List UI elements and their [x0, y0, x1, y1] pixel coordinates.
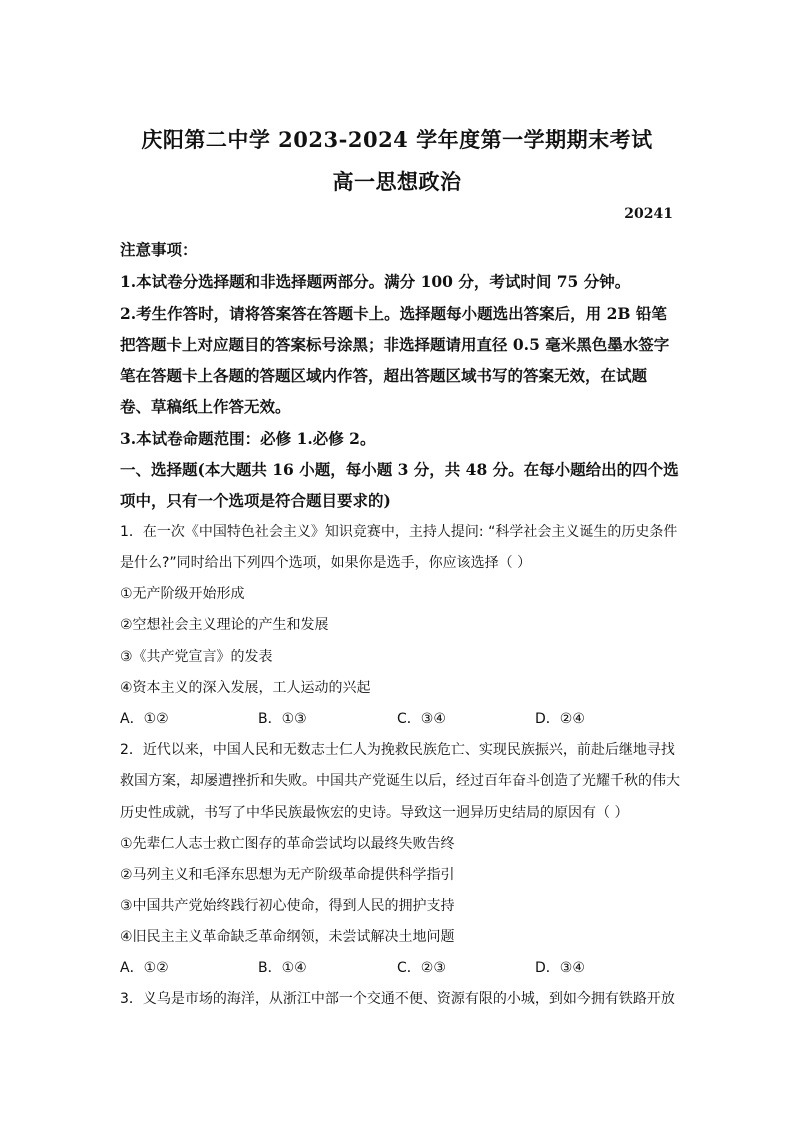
question-item: ③中国共产党始终践行初心使命，得到人民的拥护支持 — [120, 898, 455, 914]
notice-line: 3.本试卷命题范围：必修 1.必修 2。 — [120, 429, 376, 448]
choice-a: A．①② — [120, 711, 169, 727]
notice-line: 2.考生作答时，请将答案答在答题卡上。选择题每小题选出答案后，用 2B 铅笔 — [120, 304, 667, 323]
question-stem: 救国方案，却屡遭挫折和失败。中国共产党诞生以后，经过百年奋斗创造了光耀千秋的伟大 — [120, 773, 680, 789]
question-item: ③《共产党宣言》的发表 — [120, 649, 273, 665]
exam-code: 20241 — [624, 206, 673, 222]
notice-heading: 注意事项： — [120, 240, 198, 259]
question-stem: 3．义乌是市场的海洋，从浙江中部一个交通不便、资源有限的小城，到如今拥有铁路开放 — [120, 991, 675, 1007]
notice-line: 笔在答题卡上各题的答题区域内作答，超出答题区域书写的答案无效，在试题 — [120, 366, 648, 385]
exam-subject: 高一思想政治 — [332, 169, 462, 194]
question-stem: 历史性成就，书写了中华民族最恢宏的史诗。导致这一迥异历史结局的原因有（ ） — [120, 805, 629, 821]
section-heading: 一、选择题(本大题共 16 小题，每小题 3 分，共 48 分。在每小题给出的四个选 — [120, 460, 679, 479]
choice-d: D．②④ — [535, 711, 585, 727]
question-item: ④旧民主主义革命缺乏革命纲领，未尝试解决土地问题 — [120, 929, 455, 945]
question-item: ②空想社会主义理论的产生和发展 — [120, 617, 329, 633]
question-item: ①无产阶级开始形成 — [120, 586, 245, 602]
notice-line: 把答题卡上对应题目的答案标号涂黑；非选择题请用直径 0.5 毫米黑色墨水签字 — [120, 335, 670, 354]
notice-line: 卷、草稿纸上作答无效。 — [120, 397, 291, 416]
choice-b: B．①③ — [258, 711, 307, 727]
notice-line: 1.本试卷分选择题和非选择题两部分。满分 100 分，考试时间 75 分钟。 — [120, 272, 631, 291]
question-item: ①先辈仁人志士救亡图存的革命尝试均以最终失败告终 — [120, 836, 455, 852]
question-stem: 是什么?”同时给出下列四个选项，如果你是选手，你应该选择（ ） — [120, 555, 532, 571]
question-stem: 2．近代以来，中国人民和无数志士仁人为挽救民族危亡、实现民族振兴，前赴后继地寻找 — [120, 742, 675, 758]
choice-d: D．③④ — [535, 960, 585, 976]
question-item: ④资本主义的深入发展，工人运动的兴起 — [120, 680, 371, 696]
choice-b: B．①④ — [258, 960, 307, 976]
exam-title: 庆阳第二中学 2023-2024 学年度第一学期期末考试 — [141, 127, 653, 152]
question-item: ②马列主义和毛泽东思想为无产阶级革命提供科学指引 — [120, 867, 455, 883]
question-stem: 1．在一次《中国特色社会主义》知识竞赛中，主持人提问: “科学社会主义诞生的历史条件 — [120, 524, 678, 540]
choice-c: C．③④ — [397, 711, 446, 727]
choice-c: C．②③ — [397, 960, 446, 976]
section-heading: 项中，只有一个选项是符合题目要求的) — [120, 491, 391, 510]
choice-a: A．①② — [120, 960, 169, 976]
